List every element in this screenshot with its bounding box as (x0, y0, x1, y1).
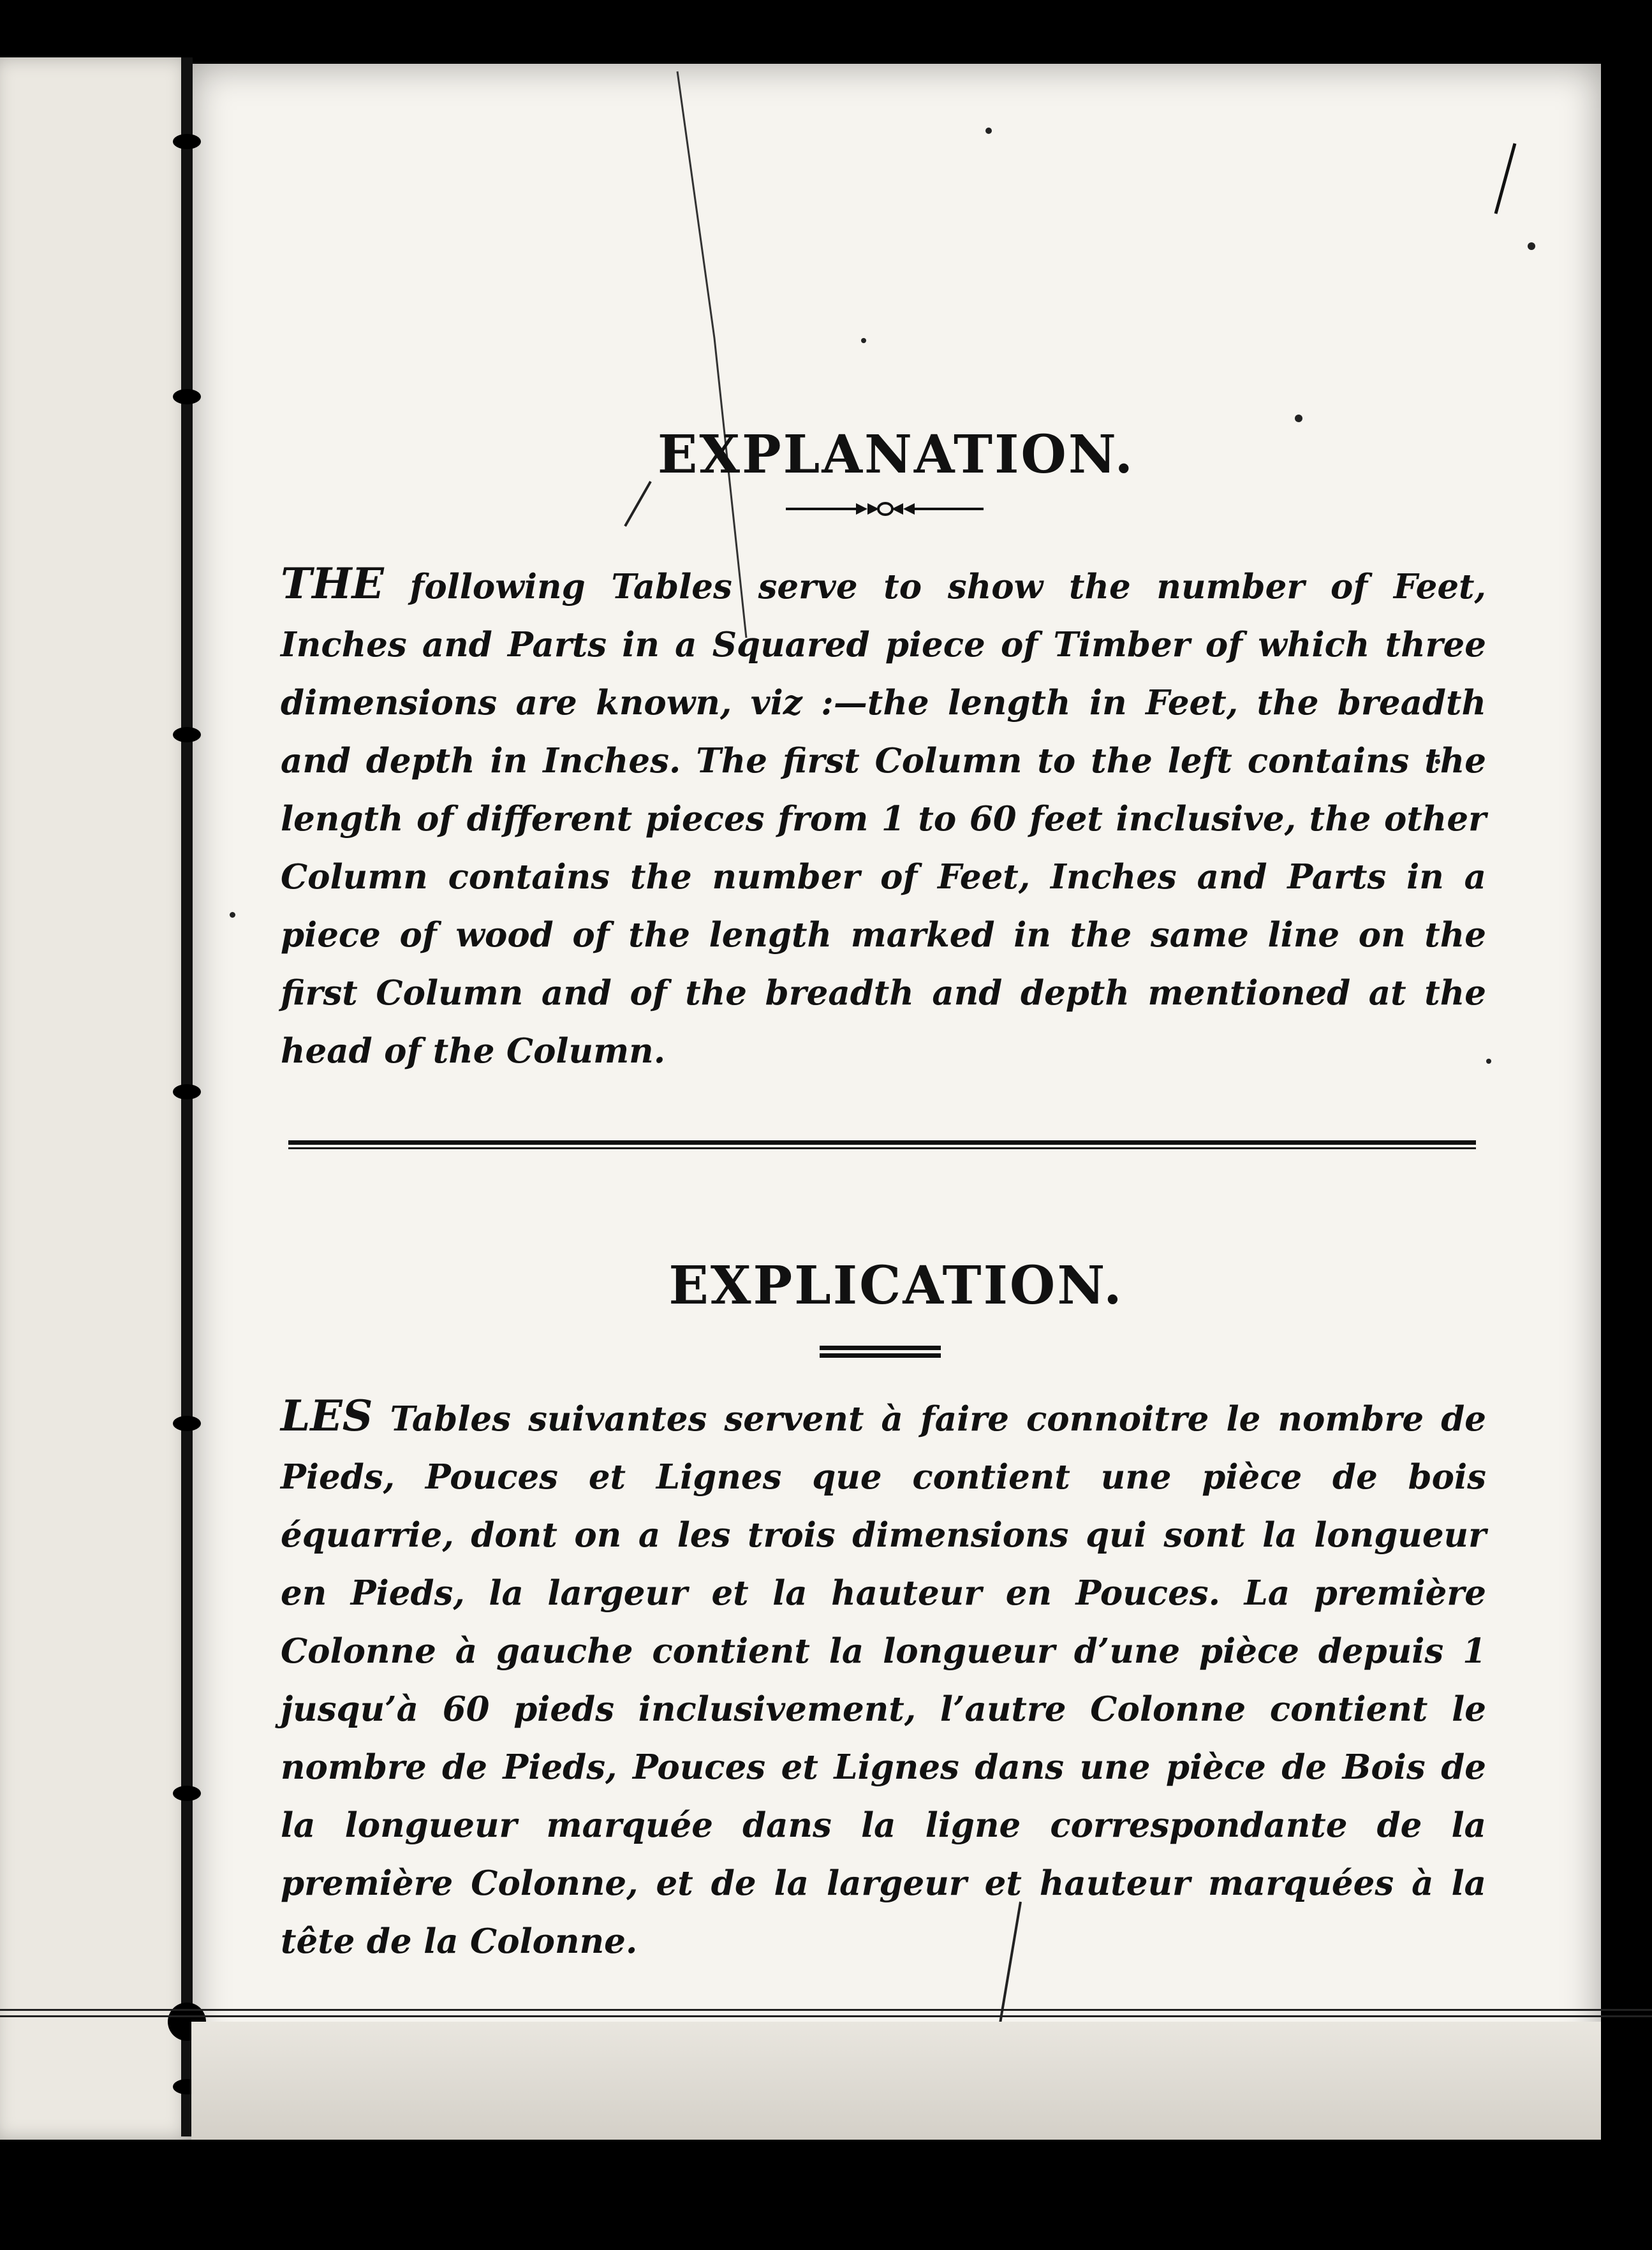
binding-stitch (173, 1416, 201, 1431)
explication-title: EXPLICATION. (668, 1255, 1124, 1316)
fleuron-ornament (786, 501, 984, 517)
ink-speck (1295, 415, 1302, 422)
ink-speck (1528, 242, 1535, 250)
binding-stitch (173, 727, 201, 742)
section-separator-rule (288, 1140, 1476, 1151)
double-rule-ornament (820, 1346, 941, 1358)
binding-stitch (173, 389, 201, 404)
bottom-double-rule (0, 2008, 1652, 2020)
ink-speck (861, 338, 866, 343)
scan-scratch (1493, 140, 1518, 217)
scan-scratch (619, 478, 657, 529)
ink-speck (230, 912, 235, 918)
explanation-paragraph (281, 555, 1486, 1080)
facing-page-edge (0, 57, 191, 2140)
drop-cap: THE (281, 559, 384, 608)
binding-stitch (173, 134, 201, 149)
binding-stitch (173, 1786, 201, 1801)
explication-body: Tables suivantes servent à faire connoitre le nombre de Pieds, Pouces et Lignes que contient une pièce de bois équarrie, dont on a les trois dimensions qui sont la longueur en Pieds, la largeur et la hauteur en Pouces. La première Colonne à gauche contient la longueur d’une pièce depuis 1 jusqu’à 60 pieds inclusivement, l’autre Colonne contient le nombre de Pieds, Pouces et Lignes dans une pièce de Bois de la longueur marquée dans la ligne correspondante de la première Colonne, et de la largeur et hauteur marquées à la tête de la Colonne. (281, 1399, 1486, 1961)
binding-stitch (173, 1084, 201, 1099)
drop-cap: LES (281, 1391, 373, 1441)
ink-speck (985, 128, 992, 134)
page-bottom-edge (191, 2022, 1601, 2140)
ink-speck (1486, 1059, 1491, 1064)
explication-paragraph (281, 1387, 1486, 1971)
explanation-body: following Tables serve to show the number of Feet, Inches and Parts in a Squared piece of Timber of which three dimensions are known, viz :—the length in Feet, the breadth and depth in Inches. The first Column to the left contains the length of different pieces from 1 to 60 feet inclusive, the other Column contains the number of Feet, Inches and Parts in a piece of wood of the length marked in the same line on the first Column and of the breadth and depth mentioned at the head of the Column. (281, 567, 1486, 1071)
explanation-title: EXPLANATION. (657, 424, 1135, 485)
